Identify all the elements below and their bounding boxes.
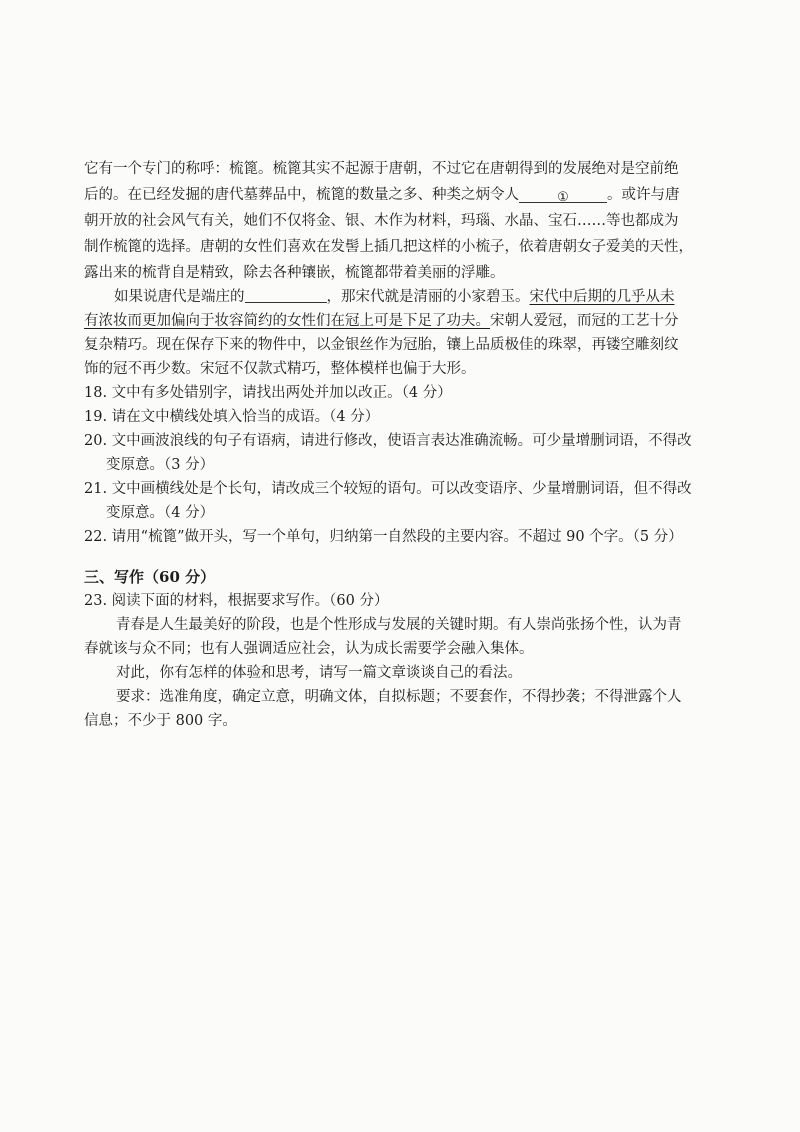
question-text: 变原意。（4 分） [106, 505, 215, 521]
passage-text: ，那宋代就是清丽的小家碧玉。 [326, 289, 530, 305]
question-21 [84, 478, 692, 500]
question-22 [84, 526, 683, 548]
material-line [116, 614, 682, 636]
question-23 [84, 590, 388, 612]
question-text: 19. 请在文中横线处填入恰当的成语。（4 分） [84, 409, 380, 425]
material-line [84, 638, 534, 660]
passage-text: 复杂精巧。现在保存下来的物件中，以金银丝作为冠胎，镶上品质极佳的珠翠，再镂空雕刻纹 [84, 337, 679, 353]
passage-text: 如果说唐代是端庄的 [114, 289, 245, 305]
question-text: 22. 请用“梳篦”做开头，写一个单句，归纳第一自然段的主要内容。不超过 90 个字。（5 分） [84, 529, 683, 545]
passage-line [84, 158, 679, 180]
question-19 [84, 406, 379, 428]
passage-line [84, 358, 476, 380]
question-text: 23. 阅读下面的材料，根据要求写作。（60 分） [84, 593, 389, 609]
question-text: 20. 文中画波浪线的句子有语病，请进行修改，使语言表达准确流畅。可少量增删词语，不得改 [84, 433, 692, 449]
blank-number: ① [557, 190, 569, 205]
passage-line [84, 236, 693, 258]
passage-line [84, 184, 680, 206]
passage-text: 它有一个专门的称呼：梳篦。梳篦其实不起源于唐朝，不过它在唐朝得到的发展绝对是空前绝 [84, 161, 679, 177]
material-line [116, 662, 522, 684]
passage-text: 露出来的梳背自是精致，除去各种镶嵌，梳篦都带着美丽的浮雕。 [84, 265, 505, 281]
passage-text: 饰的冠不再少数。宋冠不仅款式精巧，整体模样也偏于大形。 [84, 361, 476, 377]
requirements-line [84, 710, 237, 732]
passage-text: 后的。在已经发掘的唐代墓葬品中，梳篦的数量之多、种类之炳令人 [84, 187, 519, 203]
material-text: 春就该与众不同；也有人强调适应社会，认为成长需要学会融入集体。 [84, 641, 534, 657]
passage-text: 朝开放的社会风气有关，她们不仅将金、银、木作为材料，玛瑙、水晶、宝石……等也都成为 [84, 213, 679, 229]
material-text: 对此，你有怎样的体验和思考，请写一篇文章谈谈自己的看法。 [116, 665, 522, 681]
passage-line [84, 262, 505, 284]
passage-text: 宋朝人爱冠，而冠的工艺十分 [490, 313, 679, 329]
section-title-text: 三、写作（60 分） [84, 568, 216, 586]
passage-line [114, 286, 675, 308]
passage-text: 制作梳篦的选择。唐朝的女性们喜欢在发髻上插几把这样的小梳子，依着唐朝女子爱美的天性， [84, 239, 693, 255]
passage-text: 。或许与唐 [607, 187, 680, 203]
question-18 [84, 382, 452, 404]
question-20-cont [106, 454, 214, 476]
answer-blank-1 [519, 186, 607, 203]
material-text: 青春是人生最美好的阶段，也是个性形成与发展的关键时期。有人崇尚张扬个性，认为青 [116, 617, 682, 633]
requirements-line [116, 686, 682, 708]
section-title-writing [84, 566, 215, 588]
question-text: 变原意。（3 分） [106, 457, 215, 473]
long-sentence-underlined: 有浓妆而更加偏向于妆容简约的女性们在冠上可是下足了功夫。 [84, 313, 490, 329]
passage-line [84, 334, 679, 356]
question-text: 21. 文中画横线处是个长句，请改成三个较短的语句。可以改变语序、少量增删词语，但不得改 [84, 481, 692, 497]
passage-line [84, 210, 679, 232]
long-sentence-underlined: 宋代中后期的几乎从未 [529, 289, 675, 305]
requirements-text: 信息；不少于 800 字。 [84, 713, 237, 729]
answer-blank-2 [245, 286, 327, 303]
question-text: 18. 文中有多处错别字，请找出两处并加以改正。（4 分） [84, 385, 452, 401]
question-20 [84, 430, 692, 452]
question-21-cont [106, 502, 214, 524]
requirements-text: 要求：选准角度，确定立意，明确文体，自拟标题；不要套作，不得抄袭；不得泄露个人 [116, 689, 682, 705]
passage-line [84, 310, 679, 332]
